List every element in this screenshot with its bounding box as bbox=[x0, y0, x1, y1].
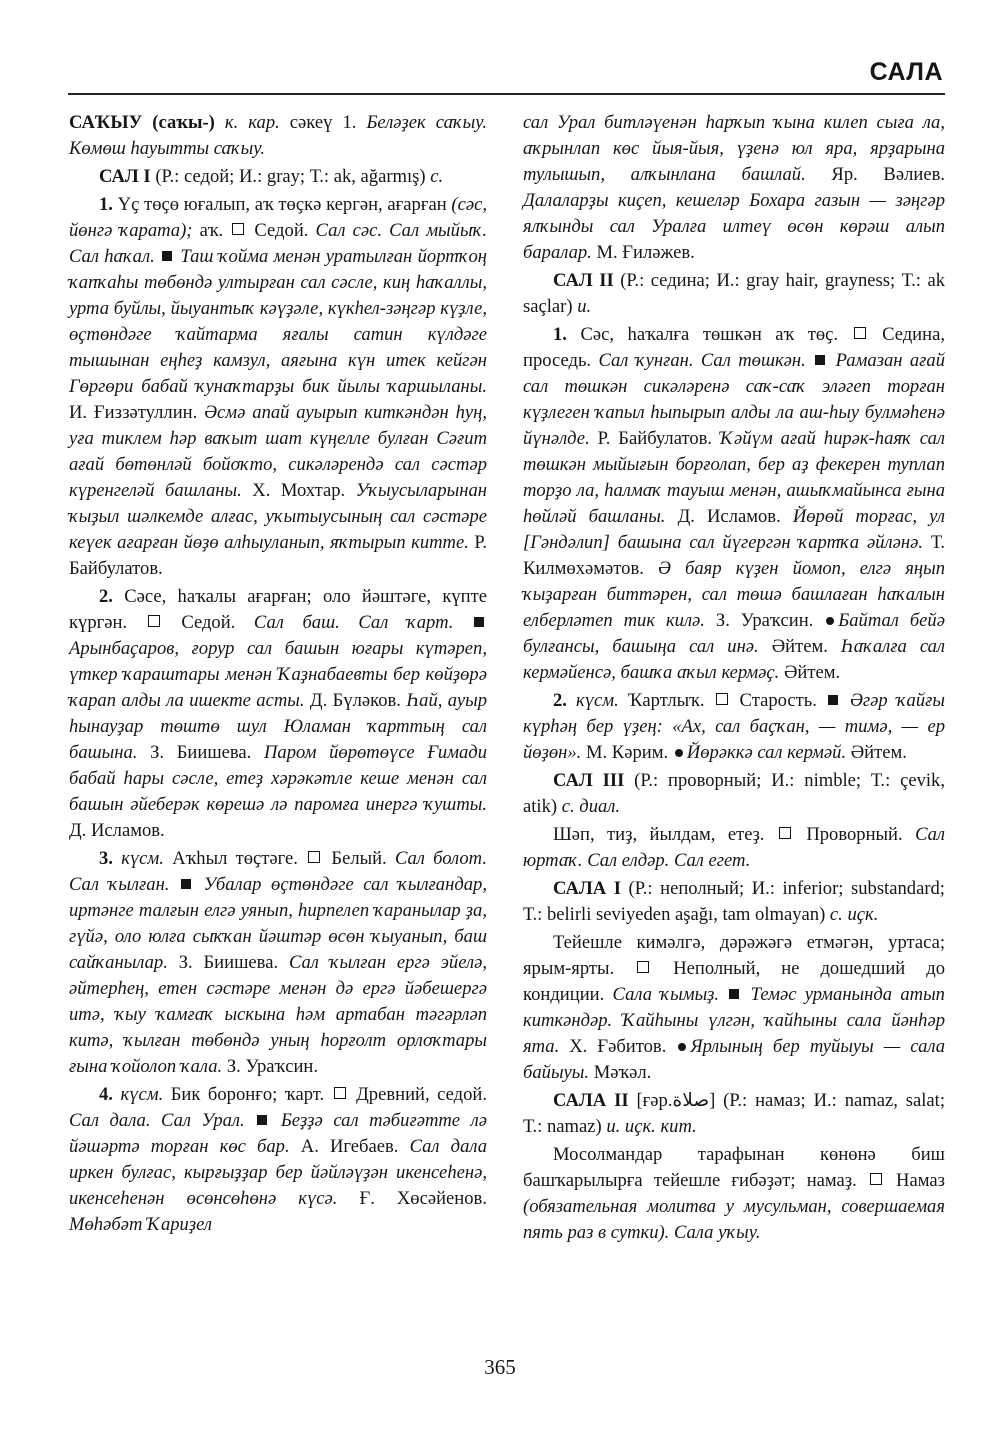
plain-text: Сәсе, һаҡалы ағарған; оло йәштәге, күпте күргән. bbox=[69, 586, 487, 633]
italic-text: Арынбаҫаров, ғорур сал башын юғары күтәреп, үткер ҡараштары менән Ҡаҙнабаевты бер көйҙөрә ҡарап алды ла ишекте асты. bbox=[69, 638, 487, 711]
entry-paragraph bbox=[69, 846, 487, 1080]
square-outline-icon bbox=[779, 827, 791, 839]
entry-paragraph bbox=[523, 322, 945, 686]
plain-text: Ҡартлыҡ. bbox=[618, 690, 714, 711]
plain-text: И. Ғиззәтуллин. bbox=[69, 402, 205, 423]
square-outline-icon bbox=[637, 961, 649, 973]
plain-text: Седой. bbox=[247, 220, 316, 241]
entry-paragraph bbox=[69, 584, 487, 844]
plain-text: М. Ғиләжев. bbox=[591, 242, 695, 263]
entry-paragraph bbox=[69, 164, 487, 190]
italic-text: Сал сәс. Сал мыйыҡ. Сал һаҡал. bbox=[69, 220, 487, 267]
square-filled-icon bbox=[162, 251, 172, 261]
entry-paragraph bbox=[523, 1088, 945, 1140]
plain-text: Мосолмандар тарафынан көнөнә биш башҡарылырға тейешле ғибәҙәт; намаҙ. bbox=[523, 1144, 945, 1191]
plain-text: Седой. bbox=[162, 612, 254, 633]
plain-text: Х. Мохтар. bbox=[241, 480, 356, 501]
square-outline-icon bbox=[148, 615, 160, 627]
entry-paragraph bbox=[523, 268, 945, 320]
headword: 3. bbox=[99, 848, 113, 869]
square-filled-icon bbox=[257, 1115, 267, 1125]
plain-text: Т. Килмөхәмәтов. bbox=[523, 532, 946, 579]
italic-text: Әгәр ҡайғы күрһәң бер үҙең: «Ах, сал баҫҡан, — тимә, — ер йөҙөн». bbox=[523, 690, 945, 763]
square-filled-icon bbox=[729, 989, 739, 999]
italic-text: Сал баш. Сал ҡарт. bbox=[253, 612, 472, 633]
plain-text: Сәс, һаҡалға төшкән аҡ төҫ. bbox=[566, 324, 852, 345]
plain-text: Мәҡәл. bbox=[589, 1062, 652, 1083]
plain-text: Әйтем. bbox=[779, 662, 841, 683]
square-outline-icon bbox=[308, 851, 320, 863]
headword: САЛ III bbox=[553, 770, 625, 791]
italic-text: Һаҡалға сал кермәйенсә, башҡа аҡыл кермәҫ. bbox=[523, 636, 945, 683]
plain-text: З. Биишева. bbox=[137, 742, 264, 763]
square-filled-icon bbox=[815, 355, 825, 365]
italic-text: Рамазан ағай сал төшкән сикәләренә саҡ-саҡ эләгеп торған күҙлеген ҡапыл һыпырып алды ла аш-һыу булмәһенә йүнәлде. bbox=[523, 350, 946, 449]
italic-text: (сәс, йөнгә ҡарата); bbox=[69, 194, 487, 241]
plain-text: (Р.: проворный; И.: nimble; Т.: çevik, atik) bbox=[523, 770, 945, 817]
plain-text: З. Ураҡсин. bbox=[222, 1056, 319, 1077]
plain-text: Х. Ғәбитов. bbox=[559, 1036, 677, 1057]
plain-text: (Р.: седина; И.: gray hair, grayness; Т.: ak saçlar) bbox=[523, 270, 946, 317]
headword: 2. bbox=[99, 586, 113, 607]
left-column bbox=[69, 110, 487, 1238]
italic-text: с. диал. bbox=[561, 796, 621, 817]
plain-text: сәкеү 1. bbox=[289, 112, 367, 133]
bullet-dot-icon bbox=[826, 617, 834, 625]
plain-text: Ғ. Хөсәйенов. bbox=[337, 1188, 487, 1209]
square-filled-icon bbox=[181, 879, 191, 889]
plain-text: Д. Исламов. bbox=[665, 506, 793, 527]
italic-text: Далаларҙы киҫеп, кешеләр Бохара газын — зәңгәр ялҡынды сал Уралға илтеү өсөн көрәш алып баралар. bbox=[523, 190, 945, 263]
plain-text: Д. Бүләков. bbox=[304, 690, 407, 711]
italic-text: с. bbox=[430, 166, 444, 187]
entry-paragraph bbox=[523, 110, 945, 266]
italic-text: Сал юртаҡ. Сал елдәр. Сал егет. bbox=[523, 824, 946, 871]
headword: САЛ II bbox=[553, 270, 614, 291]
entry-paragraph bbox=[523, 876, 945, 928]
entry-paragraph bbox=[523, 688, 945, 766]
italic-text: Сал дала иркен булғас, кырғыҙҙар бер йәйләүҙән икенсеһенә, икенсеһенән өсөнсөһөнә күсә. bbox=[69, 1136, 488, 1209]
bullet-dot-icon bbox=[678, 1043, 686, 1051]
italic-text: күсм. bbox=[566, 690, 619, 711]
plain-text: А. Игебаев. bbox=[289, 1136, 410, 1157]
plain-text: Яр. Вәлиев. bbox=[805, 164, 945, 185]
italic-text: Таш ҡойма менән уратылған йортҡоң ҡапҡаһы төбөндә ултырған сал сәсле, киң һаҡаллы, урта буйлы, йыуантыҡ кәүҙәле, күкһел-зәңгәр күҙле, өҫтөндәге ҡайтарма яғалы сатин күлдәге тышынан еңһеҙ камзул, аяғына күн итек кейгән Гөргөри бабай ҡунаҡтарҙы бик йылы ҡаршыланы. bbox=[69, 246, 488, 397]
entry-paragraph bbox=[523, 930, 945, 1086]
italic-text: күсм. bbox=[112, 1084, 164, 1105]
italic-text: Байтал бейә булғансы, башыңа сал инә. bbox=[523, 610, 945, 657]
plain-text: Аҡһыл төҫтәге. bbox=[163, 848, 307, 869]
header-rule bbox=[68, 93, 945, 95]
plain-text: Тейешле кимәлгә, дәрәжәгә етмәгән, уртаса; ярым-ярты. bbox=[523, 932, 945, 979]
italic-text: Ҡәйүм ағай һирәк-һаяҡ сал төшкән мыйығын борғолап, бер аҙ фекерен туплап торҙо ла, һалмаҡ тауыш менән, ашыҡмайынса ғына һөйләй башланы. bbox=[523, 428, 945, 527]
plain-text: М. Кәрим. bbox=[581, 742, 673, 763]
plain-text: [ғәр.صلاة] (Р.: намаз; И.: namaz, salat; Т.: namaz) bbox=[523, 1090, 945, 1137]
headword: 1. bbox=[553, 324, 567, 345]
plain-text: Әйтем. bbox=[846, 742, 907, 763]
entry-paragraph bbox=[523, 1142, 945, 1246]
italic-text: (обязательная молитва у мусульман, совершаемая пять раз в сутки). Сала уҡыу. bbox=[523, 1196, 945, 1243]
plain-text: Д. Исламов. bbox=[69, 820, 165, 841]
italic-text: Беҙҙә сал тәбиғәтте лә йәшәртә торған көс бар. bbox=[69, 1110, 487, 1157]
entry-paragraph bbox=[523, 768, 945, 820]
square-filled-icon bbox=[828, 695, 838, 705]
italic-text: Әсмә апай ауырып киткәндән һуң, уға тиклем һәр ваҡыт шат күңелле булған Сәғит ағай бөтөнләй бойоҡто, сикәләрендә сал сәстәр күренгеләй башланы. bbox=[69, 402, 487, 501]
square-outline-icon bbox=[232, 223, 244, 235]
italic-text: и. иҫк. кит. bbox=[606, 1116, 697, 1137]
italic-text: к. кар. bbox=[214, 112, 290, 133]
plain-text: Үҫ төҫө юғалып, аҡ төҫкә кергән, ағарған bbox=[112, 194, 452, 215]
entry-paragraph bbox=[69, 110, 487, 162]
headword: 2. bbox=[553, 690, 567, 711]
plain-text: Белый. bbox=[323, 848, 395, 869]
italic-text: Йөрәккә сал кермәй. bbox=[686, 742, 847, 763]
square-filled-icon bbox=[474, 617, 484, 627]
headword: САЛ I bbox=[99, 166, 151, 187]
plain-text: Седина, проседь. bbox=[523, 324, 945, 371]
page-number: 365 bbox=[484, 1355, 516, 1379]
headword: САЛА I bbox=[553, 878, 621, 899]
entry-paragraph bbox=[69, 192, 487, 582]
italic-text: Һай, ауыр һынауҙар төштө шул Юламан ҡарттың сал башына. bbox=[69, 690, 487, 763]
italic-text: Сал ҡунған. Сал төшкән. bbox=[598, 350, 814, 371]
plain-text: Әйтем. bbox=[758, 636, 841, 657]
plain-text: Намаз bbox=[884, 1170, 945, 1191]
square-outline-icon bbox=[854, 327, 866, 339]
bullet-dot-icon bbox=[675, 749, 683, 757]
plain-text: З. Биишева. bbox=[167, 952, 289, 973]
square-outline-icon bbox=[870, 1173, 882, 1185]
italic-text: Сала ҡымыҙ. bbox=[612, 984, 728, 1005]
plain-text: аҡ. bbox=[192, 220, 231, 241]
italic-text: Сал ҡылған ергә эйелә, әйтерһең, етен сәстәре менән дә ергә йәбешергә итә, ҡыу ҡамғаҡ ыскына һәм артабан тәгәрләп китә, ҡылған төбөндә уның һорғолт орлоҡтары ғына ҡойолоп ҡала. bbox=[69, 952, 488, 1077]
square-outline-icon bbox=[334, 1087, 346, 1099]
italic-text: сал Урал битләүенән һарҡып ҡына килеп сыға ла, аҡрынлап көс йыя-йыя, үҙенә юл яра, ярҙарына тулышып, алҡынлана башлай. bbox=[523, 112, 945, 185]
entry-paragraph bbox=[69, 1082, 487, 1238]
italic-text: Йөрөй торғас, ул [Гәндәлип] башына сал йүгергән ҡартҡа әйләнә. bbox=[523, 506, 946, 553]
running-head: САЛА bbox=[869, 58, 943, 86]
square-outline-icon bbox=[716, 693, 728, 705]
italic-text: Сал болот. Сал ҡылған. bbox=[69, 848, 487, 895]
headword: 1. bbox=[99, 194, 113, 215]
entry-paragraph bbox=[523, 822, 945, 874]
plain-text: Шәп, тиҙ, йылдам, етеҙ. bbox=[553, 824, 777, 845]
italic-text: Ә баяр күҙен йомоп, елгә яңып ҡыҙарған биттәрен, сал төшә башлаған һаҡалын елберләтеп тик килә. bbox=[523, 558, 945, 631]
plain-text: Старость. bbox=[730, 690, 826, 711]
plain-text: Р. Байбулатов. bbox=[69, 532, 487, 579]
italic-text: Убалар өҫтөндәге сал ҡылғандар, иртәнге талғын елгә уянып, һирпелеп ҡаранылар ҙа, гүйә, оло юлға сыҡҡан йәштәр өсөн ҡыуанып, баш сайҡанылар. bbox=[69, 874, 487, 973]
headword: 4. bbox=[99, 1084, 113, 1105]
italic-text: Мөһәбәт Ҡариҙел bbox=[69, 1214, 212, 1235]
plain-text: Р. Байбулатов. bbox=[589, 428, 721, 449]
plain-text: Неполный, не дошедший до кондиции. bbox=[523, 958, 945, 1005]
plain-text: Проворный. bbox=[793, 824, 916, 845]
headword: САҠЫУ (саҡы-) bbox=[69, 112, 215, 133]
plain-text: (Р.: седой; И.: gray; Т.: ak, ağarmış) bbox=[150, 166, 431, 187]
italic-text: күсм. bbox=[112, 848, 164, 869]
plain-text: (Р.: неполный; И.: inferior; substandard; Т.: belirli seviyeden aşağı, tam olmayan) bbox=[523, 878, 945, 925]
italic-text: Ярлының бер туйыуы — сала байыуы. bbox=[523, 1036, 945, 1083]
headword: САЛА II bbox=[553, 1090, 629, 1111]
plain-text: Бик боронғо; ҡарт. bbox=[163, 1084, 332, 1105]
italic-text: с. иҫк. bbox=[829, 904, 879, 925]
plain-text: З. Ураҡсин. bbox=[704, 610, 825, 631]
italic-text: и. bbox=[577, 296, 592, 317]
italic-text: Темәс урманында атып киткәндәр. Ҡайһыны үлгән, ҡайһыны сала йәнһәр ята. bbox=[523, 984, 945, 1057]
italic-text: Сал дала. Сал Урал. bbox=[69, 1110, 256, 1131]
italic-text: Паром йөрөтөүсе Ғимади бабай һары сәсле, етеҙ хәрәкәтле кеше менән сал башын әйеберәк көрешә лә паромға инергә ҡушты. bbox=[69, 742, 487, 815]
right-column bbox=[523, 110, 945, 1246]
plain-text: Древний, седой. bbox=[348, 1084, 487, 1105]
italic-text: Беләҙек саҡыу. Көмөш һауытты саҡыу. bbox=[69, 112, 487, 159]
italic-text: Уҡыусыларынан ҡыҙыл шәлкемде алғас, уҡытыусының сал сәстәре кеүек ағарған йөҙө алһыуланып, яҡтырып китте. bbox=[69, 480, 487, 553]
